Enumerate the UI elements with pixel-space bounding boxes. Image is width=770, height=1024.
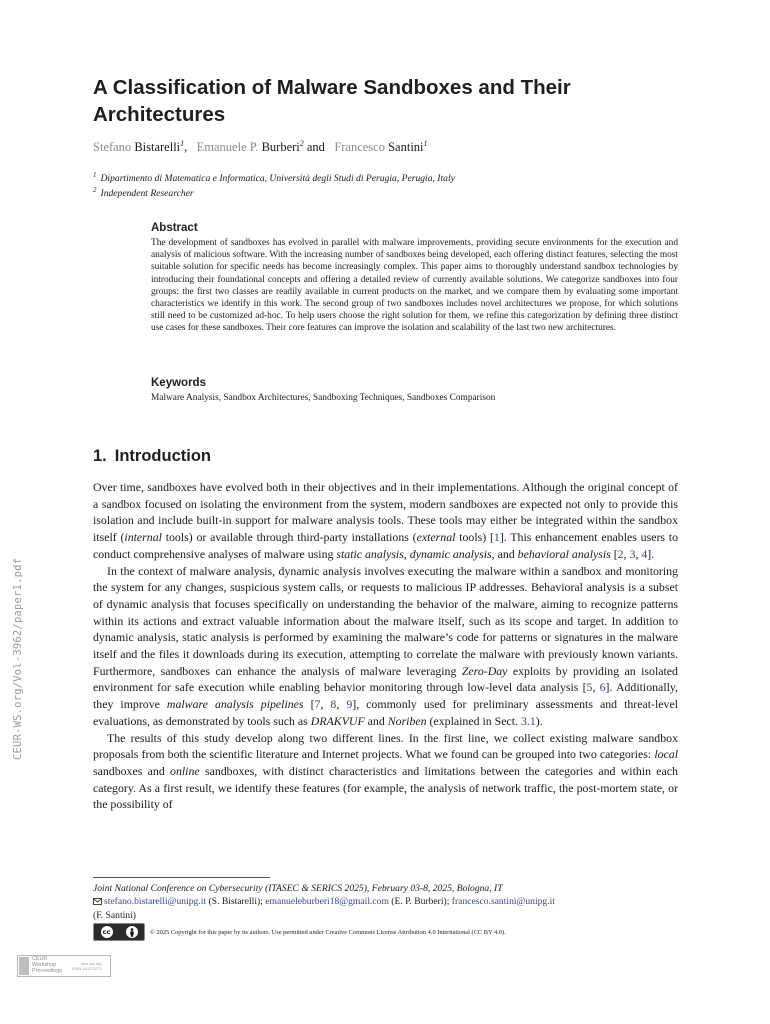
author: Francesco Santini$^1$ (334, 139, 428, 155)
author-list: Stefano Bistarelli$^1$, Emanuele P. Burberi$^2$ and Francesco Santini$^1$ (93, 139, 428, 155)
email-owner: (F. Santini) (93, 909, 136, 921)
author: Stefano Bistarelli$^1$ (93, 139, 185, 155)
conference-note: Joint National Conference on Cybersecurity (ITASEC & SERICS 2025), February 03-8, 2025, Bologna, IT (93, 883, 503, 894)
license-row (93, 923, 506, 941)
citation-link[interactable]: 5 (586, 680, 593, 695)
side-url-stamp: CEUR-WS.org/Vol-3962/paper1.pdf (12, 557, 24, 760)
footnotes (93, 882, 678, 922)
paper-title: A Classification of Malware Sandboxes and Their Architectures (93, 76, 571, 126)
introduction-body (93, 479, 678, 813)
citation-link[interactable]: 4 (641, 546, 648, 561)
attribution-person-icon (126, 926, 138, 938)
ceur-logo: CEUR Workshop Proceedings ceur-ws.org ISSN 1613-0073 (17, 955, 111, 977)
citation-link[interactable]: 7 (314, 697, 321, 712)
email-link[interactable]: francesco.santini@unipg.it (451, 896, 555, 908)
abstract (151, 222, 678, 335)
email-link[interactable]: emanueleburberi18@gmail.com (265, 896, 389, 908)
envelope-icon (93, 898, 102, 905)
keywords-heading: Keywords (151, 377, 206, 389)
citation-link[interactable]: 3 (629, 546, 636, 561)
citation-link[interactable]: 8 (330, 697, 337, 712)
license-text: © 2025 Copyright for this paper by its authors. Use permitted under Creative Commons License Attribution 4.0 International (CC BY 4.0). (150, 928, 506, 936)
abstract-text: The development of sandboxes has evolved in parallel with malware improvements, providing secure environments for the execution and analysis of malicious software. With the increasing number of sandboxes being developed, each offering distinct features, selecting the most suitable solution for specific needs has become increasingly complex. This paper aims to thoroughly understand sandbox technologies by introducing their foundational concepts and offering a detailed review of currently available solutions. We categorize sandboxes into four groups: the first two classes are readily available in current products on the market, and we compare them by evaluating some important characteristics we identify in this work. The second group of two sandboxes includes novel architectures we propose, for which solutions still need to be customized ad-hoc. To help users choose the right solution for them, we refine this categorization by defining three distinct use cases for these sandboxes. Their core features can improve the isolation and scalability of the last two new architectures. (151, 238, 678, 334)
section-heading: 1. Introduction (93, 447, 211, 465)
email-link[interactable]: stefano.bistarelli@unipg.it (104, 896, 207, 908)
footnote-rule (93, 877, 270, 878)
abstract-heading: Abstract (151, 222, 198, 234)
citation-link[interactable]: 2 (617, 546, 624, 561)
paragraph: Over time, sandboxes have evolved both in their objectives and in their implementations. Although the original concept of a sandbox focused on isolating the environment from the system, modern sandboxes are expected not only to provide this isolation and include built-in support for malware analysis tools. These tools may either be integrated within the sandbox itself (internal tools) or available through third-party installations (external tools) [1]. This enhancement enables users to conduct comprehensive analyses of malware using static analysis, dynamic analysis, and behavioral analysis [2, 3, 4]. (93, 480, 678, 561)
affiliation: $^2$ Independent Researcher (93, 186, 194, 200)
keywords (151, 377, 678, 404)
citation-link[interactable]: 9 (346, 697, 353, 712)
cc-by-badge-icon[interactable]: cc (93, 923, 145, 941)
paragraph: In the context of malware analysis, dynamic analysis involves executing the malware within a sandbox and monitoring the system for any changes, suspicious system calls, or requests to malicious IP addresses. Behavioral analysis is a subset of dynamic analysis that focuses specifically on understanding the behavior of the malware, aiming to recognize patterns within its actions and extract valuable information about the malware itself, such as its scope and target. In addition to dynamic analysis, static analysis is performed by examining the malware’s code for patterns or signatures in the malware itself and the files it downloads during its execution, attempting to correlate the malware with previously known variants. Furthermore, sandboxes can enhance the analysis of malware leveraging Zero-Day exploits by providing an isolated environment for safe execution while enabling behavior monitoring through low-level data analysis [5, 6]. Additionally, they improve malware analysis pipelines [7, 8, 9], commonly used for preliminary assessments and threat-level evaluations, as demonstrated by tools such as DRAKVUF and Noriben (explained in Sect. 3.1). (93, 563, 679, 728)
section-link[interactable]: 3.1 (520, 713, 536, 728)
citation-link[interactable]: 6 (599, 680, 606, 695)
paragraph: The results of this study develop along two different lines. In the first line, we collect existing malware sandbox proposals from both the scientific literature and Internet projects. What we found can be grouped into two categories: local sandboxes and online sandboxes, with distinct characteristics and limitations between the categories and within each category. As a first result, we identify these features (for example, the analysis of network traffic, the post-mortem state, or the possibility of (93, 730, 678, 812)
email-line: stefano.bistarelli@unipg.it (S. Bistarelli); emanueleburberi18@gmail.com (E. P. Burberi); francesco.santini@unipg.it (93, 895, 678, 908)
affiliation: $^1$ Dipartimento di Matematica e Informatica, Università degli Studi di Perugia, Perugia, Italy (93, 171, 455, 185)
author: Emanuele P. Burberi$^2$ (196, 139, 304, 155)
keywords-text: Malware Analysis, Sandbox Architectures, Sandboxing Techniques, Sandboxes Comparison (151, 393, 496, 403)
citation-link[interactable]: 1 (493, 530, 500, 545)
